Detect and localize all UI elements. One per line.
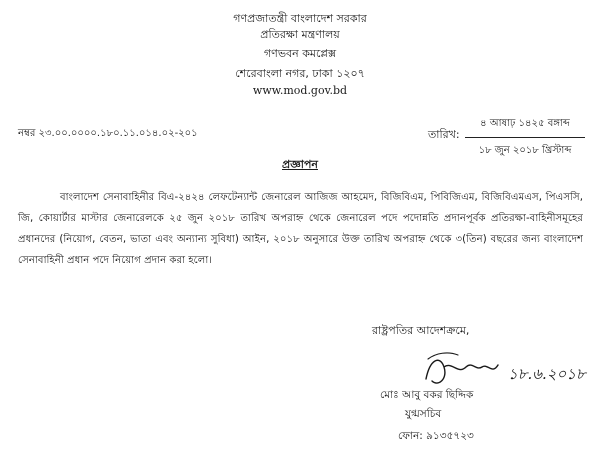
order-line: রাষ্ট্রপতির আদেশক্রমে, <box>372 324 470 337</box>
body-paragraph: বাংলাদেশ সেনাবাহিনীর বিএ-২৪২৪ লেফটেন্যান্ট জেনারেল আজিজ আহমেদ, বিজিবিএম, পিবিজিএম, বিজিবিএমএস, পিএসসি, জি, কোয়ার্টার মাস্টার জেনারেলকে ২৫ জুন ২০১৮ তারিখ অপরাহ্ন থেকে জেনারেল পদে পদোন্নতি প্রদানপূর্বক প্রতিরক্ষা-বাহিনীসমূহের প্রধানদের (নিয়োগ, বেতন, ভাতা এবং অন্যান্য সুবিধা) আইন, ২০১৮ অনুসারে উক্ত তারিখ অপরাহ্ন থেকে ৩(তিন) বছরের জন্য বাংলাদেশ সেনাবাহিনী প্রধান পদে নিয়োগ প্রদান করা হলো। <box>18 192 583 266</box>
ministry-name: প্রতিরক্ষা মন্ত্রণালয় <box>260 28 340 41</box>
signatory-name: মোঃ আবু বকর ছিদ্দিক <box>380 389 474 401</box>
city-address: শেরেবাংলা নগর, ঢাকা ১২০৭ <box>235 67 365 80</box>
date-label: তারিখ: <box>428 128 460 141</box>
gregorian-date: ১৮ জুন ২০১৮ খ্রিস্টাব্দ <box>478 145 572 156</box>
signatory-title: যুগ্মসচিব <box>405 408 442 420</box>
website: www.mod.gov.bd <box>252 84 348 97</box>
date-block <box>465 116 585 160</box>
signatory-phone: ফোন: ৯১৩৫৭২৩ <box>398 430 474 442</box>
document-title: প্রজ্ঞাপন <box>282 158 318 171</box>
bengali-date: ৪ আষাঢ় ১৪২৫ বঙ্গাব্দ <box>465 116 585 138</box>
memo-number: নম্বর ২৩.০০.০০০০.১৮০.১১.০১৪.০২-২০১ <box>18 128 198 139</box>
office-address: গণভবন কমপ্লেক্স <box>263 47 337 60</box>
signature-date: ১৮.৬.২০১৮ <box>508 365 586 383</box>
govt-name: গণপ্রজাতন্ত্রী বাংলাদেশ সরকার <box>233 12 367 25</box>
body-paragraph-container <box>18 187 583 271</box>
